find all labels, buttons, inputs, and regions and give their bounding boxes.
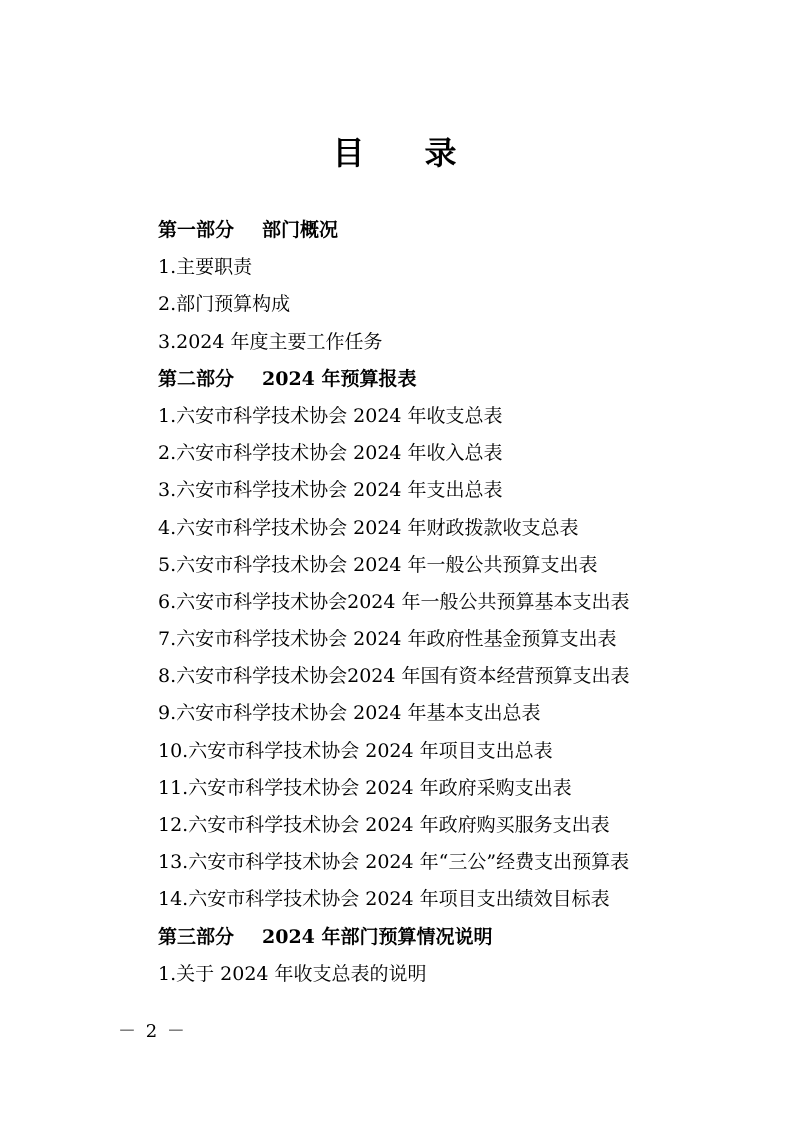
toc-item: 11.六安市科学技术协会 2024 年政府采购支出表	[158, 776, 572, 799]
part-title: 部门概况	[262, 219, 339, 241]
table-of-contents	[158, 212, 718, 993]
toc-item: 1.关于 2024 年收支总表的说明	[158, 962, 427, 985]
title-char-1: 目	[332, 134, 369, 172]
part-title: 2024 年部门预算情况说明	[262, 925, 493, 948]
toc-item: 5.六安市科学技术协会 2024 年一般公共预算支出表	[158, 553, 598, 576]
part-title: 2024 年预算报表	[262, 367, 417, 390]
toc-item: 2.部门预算构成	[158, 293, 291, 316]
toc-item: 1.主要职责	[158, 256, 253, 279]
toc-part-heading	[158, 361, 718, 398]
toc-item: 1.六安市科学技术协会 2024 年收支总表	[158, 404, 503, 427]
toc-item: 2.六安市科学技术协会 2024 年收入总表	[158, 442, 503, 465]
page-title	[0, 128, 793, 174]
toc-part-heading	[158, 919, 718, 956]
toc-item: 8.六安市科学技术协会2024 年国有资本经营预算支出表	[158, 665, 630, 688]
part-label: 第二部分	[158, 367, 235, 390]
toc-item: 3.六安市科学技术协会 2024 年支出总表	[158, 479, 503, 502]
toc-item: 6.六安市科学技术协会2024 年一般公共预算基本支出表	[158, 590, 630, 613]
toc-item: 12.六安市科学技术协会 2024 年政府购买服务支出表	[158, 814, 610, 836]
toc-item: 13.六安市科学技术协会 2024 年“三公”经费支出预算表	[158, 851, 630, 874]
part-label: 第三部分	[158, 925, 235, 948]
title-char-2: 录	[424, 134, 461, 172]
toc-item: 9.六安市科学技术协会 2024 年基本支出总表	[158, 702, 541, 725]
toc-item: 10.六安市科学技术协会 2024 年项目支出总表	[158, 739, 553, 762]
toc-item: 4.六安市科学技术协会 2024 年财政拨款收支总表	[158, 516, 579, 539]
toc-item: 3.2024 年度主要工作任务	[158, 330, 383, 353]
toc-item: 7.六安市科学技术协会 2024 年政府性基金预算支出表	[158, 628, 617, 651]
page-number: － 2 －	[118, 1021, 187, 1042]
part-label: 第一部分	[158, 219, 235, 241]
toc-part-heading	[158, 212, 718, 249]
toc-item: 14.六安市科学技术协会 2024 年项目支出绩效目标表	[158, 888, 610, 911]
